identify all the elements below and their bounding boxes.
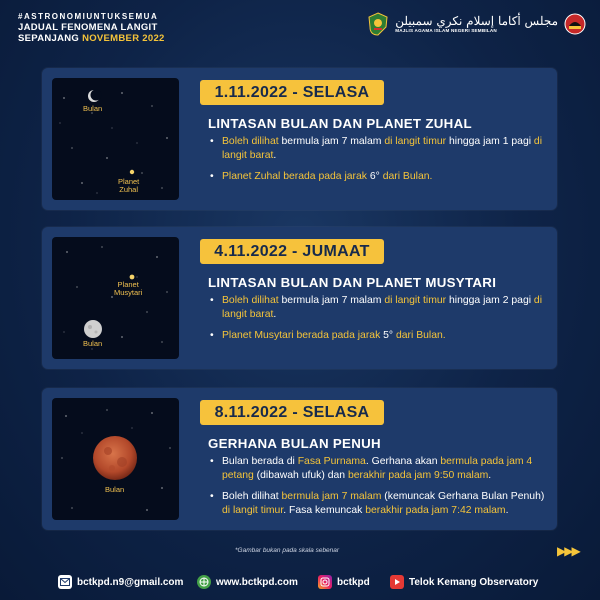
instagram-text: bctkpd xyxy=(337,576,370,588)
detail-item: • Planet Musytari berada pada jarak 5° dari Bulan. xyxy=(210,329,550,343)
moon-icon xyxy=(84,320,102,338)
youtube-icon xyxy=(390,575,404,589)
next-arrows-icon: ▶▶▶ xyxy=(557,544,579,558)
event-details xyxy=(210,294,550,351)
globe-icon xyxy=(197,575,211,589)
eclipsed-moon-icon xyxy=(93,436,137,480)
youtube-text: Telok Kemang Observatory xyxy=(409,576,539,588)
date-badge: 8.11.2022 - SELASA xyxy=(200,400,384,425)
website-text: www.bctkpd.com xyxy=(216,576,298,588)
detail-item: • Boleh dilihat bermula jam 7 malam di langit timur hingga jam 1 pagi di langit barat. xyxy=(210,135,550,162)
star-field xyxy=(52,398,179,520)
sky-image-2 xyxy=(52,237,179,359)
moon-label: Bulan xyxy=(105,485,125,494)
page-title-line2: SEPANJANG NOVEMBER 2022 xyxy=(18,33,165,44)
moon-label: Bulan xyxy=(83,104,103,113)
star-field xyxy=(52,237,179,359)
header xyxy=(18,12,165,44)
footnote: *Gambar bukan pada skala sebenar xyxy=(235,547,340,554)
page-title-line1: JADUAL FENOMENA LANGIT xyxy=(18,22,158,33)
logo-group xyxy=(367,12,586,36)
date-badge: 4.11.2022 - JUMAAT xyxy=(200,239,384,264)
sky-image-1 xyxy=(52,78,179,200)
event-details xyxy=(210,135,550,192)
jupiter-icon xyxy=(130,275,135,280)
footer-email[interactable] xyxy=(58,575,183,589)
event-card-1 xyxy=(42,68,557,210)
footer-instagram[interactable] xyxy=(318,575,370,589)
planet-label: Planet Zuhal xyxy=(118,177,140,194)
hashtag: #ASTRONOMIUNTUKSEMUA xyxy=(18,12,159,21)
detail-item: • Boleh dilihat bermula jam 7 malam di langit timur hingga jam 2 pagi di langit barat. xyxy=(210,294,550,321)
date-badge: 1.11.2022 - SELASA xyxy=(200,80,384,105)
saturn-icon xyxy=(130,170,134,174)
event-card-2 xyxy=(42,227,557,369)
event-details xyxy=(210,455,550,525)
email-icon xyxy=(58,575,72,589)
planet-label: Planet Musytari xyxy=(114,280,143,297)
detail-item: • Planet Zuhal berada pada jarak 6° dari Bulan. xyxy=(210,170,550,184)
event-title: LINTASAN BULAN DAN PLANET ZUHAL xyxy=(208,116,472,131)
event-title: LINTASAN BULAN DAN PLANET MUSYTARI xyxy=(208,275,497,290)
email-text: bctkpd.n9@gmail.com xyxy=(77,576,184,588)
observatory-badge-icon xyxy=(564,13,586,35)
arabic-calligraphy: مجلس أكاما إسلام نكري سمبيلن xyxy=(395,14,558,28)
footer-website[interactable] xyxy=(197,575,298,589)
instagram-icon xyxy=(318,575,332,589)
detail-item: • Boleh dilihat bermula jam 7 malam (kemuncak Gerhana Bulan Penuh) di langit timur. Fasa kemuncak berakhir pada jam 7:42 malam. xyxy=(210,490,550,517)
org-logo-text xyxy=(395,15,558,33)
event-title: GERHANA BULAN PENUH xyxy=(208,436,381,451)
detail-item: • Bulan berada di Fasa Purnama. Gerhana akan bermula pada jam 4 petang (dibawah ufuk) dan berakhir pada jam 9:50 malam. xyxy=(210,455,550,482)
event-card-3 xyxy=(42,388,557,530)
sky-image-3 xyxy=(52,398,179,520)
footer-youtube[interactable] xyxy=(390,575,538,589)
moon-label: Bulan xyxy=(83,339,103,348)
star-field xyxy=(52,78,179,200)
crest-icon xyxy=(367,12,389,36)
org-name: MAJLIS AGAMA ISLAM NEGERI SEMBILAN xyxy=(395,28,497,33)
